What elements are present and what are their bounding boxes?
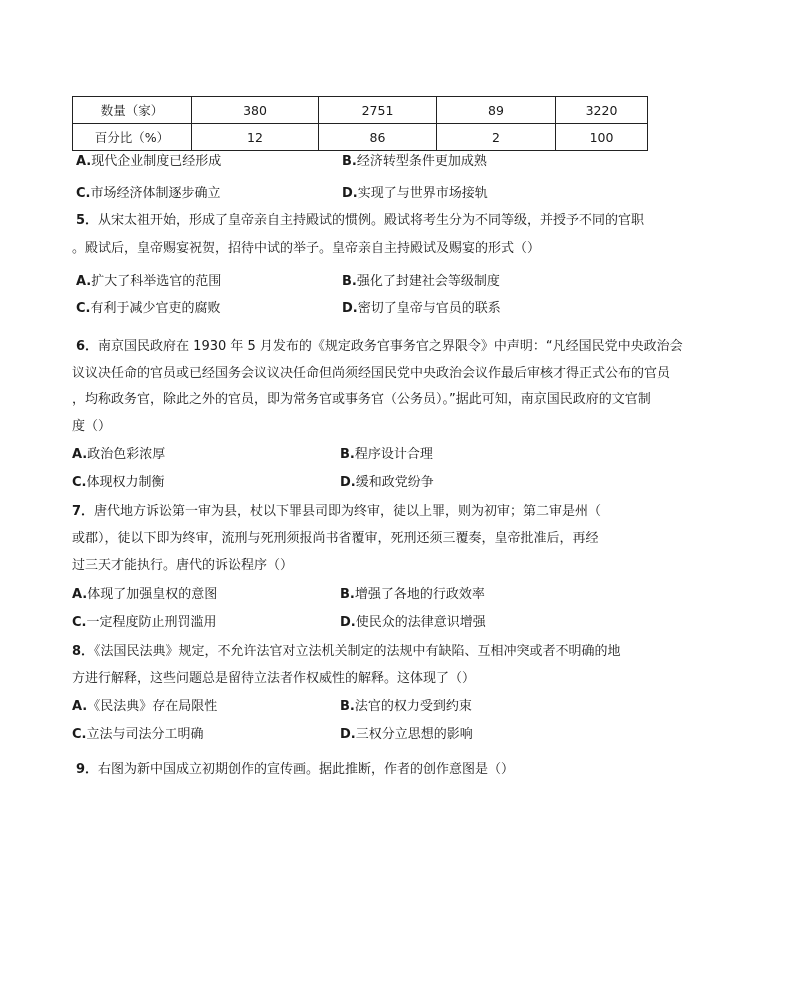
table-cell: 100 [556, 124, 648, 151]
table-cell: 12 [192, 124, 319, 151]
q7-option-a: A.体现了加强皇权的意图 [72, 587, 218, 602]
q7-option-d: D.使民众的法律意识增强 [340, 615, 486, 630]
table-row [73, 124, 648, 151]
table-cell: 百分比（%） [73, 124, 192, 151]
table-cell: 380 [192, 97, 319, 124]
q4-option-c: C.市场经济体制逐步确立 [76, 186, 221, 201]
q5-option-d: D.密切了皇帝与官员的联系 [342, 301, 501, 316]
q6-stem-line: 6．南京国民政府在 1930 年 5 月发布的《规定政务官事务官之界限令》中声明：“凡经国民党中央政治会 [76, 339, 683, 354]
q8-option-d: D.三权分立思想的影响 [340, 727, 473, 742]
q5-option-b: B.强化了封建社会等级制度 [342, 274, 500, 289]
q7-stem-line: 或郡），徒以下即为终审，流刑与死刑须报尚书省覆审，死刑还须三覆奏，皇帝批准后，再经 [72, 531, 599, 546]
q4-option-d: D.实现了与世界市场接轨 [342, 186, 488, 201]
q9-stem-line: 9．右图为新中国成立初期创作的宣传画。据此推断，作者的创作意图是（） [76, 762, 515, 777]
q8-stem-line: 8．《法国民法典》规定，不允许法官对立法机关制定的法规中有缺陷、互相冲突或者不明确的地 [72, 644, 621, 659]
q6-option-a: A.政治色彩浓厚 [72, 447, 166, 462]
table-cell: 数量（家） [73, 97, 192, 124]
q5-stem-line: 。殿试后，皇帝赐宴祝贺，招待中试的举子。皇帝亲自主持殿试及赐宴的形式（） [72, 241, 541, 256]
q5-stem-line: 5．从宋太祖开始，形成了皇帝亲自主持殿试的惯例。殿试将考生分为不同等级，并授予不同的官职 [76, 213, 645, 228]
q6-stem-line: ，均称政务官，除此之外的官员，即为常务官或事务官（公务员）。”据此可知，南京国民政府的文官制 [72, 392, 651, 407]
q8-stem-line: 方进行解释，这些问题总是留待立法者作权威性的解释。这体现了（） [72, 671, 476, 686]
table-cell: 2751 [319, 97, 437, 124]
q6-stem-line: 度（） [72, 419, 112, 434]
table-row [73, 97, 648, 124]
table-cell: 3220 [556, 97, 648, 124]
q7-stem-line: 过三天才能执行。唐代的诉讼程序（） [72, 558, 294, 573]
q8-option-c: C.立法与司法分工明确 [72, 727, 204, 742]
q7-option-b: B.增强了各地的行政效率 [340, 587, 485, 602]
data-table [72, 96, 648, 151]
table-cell: 86 [319, 124, 437, 151]
q8-option-a: A.《民法典》存在局限性 [72, 699, 218, 714]
q4-option-a: A.现代企业制度已经形成 [76, 154, 222, 169]
q5-option-c: C.有利于减少官吏的腐败 [76, 301, 221, 316]
q6-stem-line: 议议决任命的官员或已经国务会议议决任命但尚须经国民党中央政治会议作最后审核才得正式公布的官员 [72, 366, 671, 381]
q6-option-b: B.程序设计合理 [340, 447, 433, 462]
q7-option-c: C.一定程度防止刑罚滥用 [72, 615, 217, 630]
q4-option-b: B.经济转型条件更加成熟 [342, 154, 487, 169]
q6-option-d: D.缓和政党纷争 [340, 475, 434, 490]
q5-option-a: A.扩大了科举选官的范围 [76, 274, 222, 289]
table-cell: 89 [437, 97, 556, 124]
q6-option-c: C.体现权力制衡 [72, 475, 165, 490]
table-cell: 2 [437, 124, 556, 151]
q7-stem-line: 7．唐代地方诉讼第一审为县，杖以下罪县司即为终审，徒以上罪，则为初审；第二审是州（ [72, 504, 602, 519]
q8-option-b: B.法官的权力受到约束 [340, 699, 472, 714]
